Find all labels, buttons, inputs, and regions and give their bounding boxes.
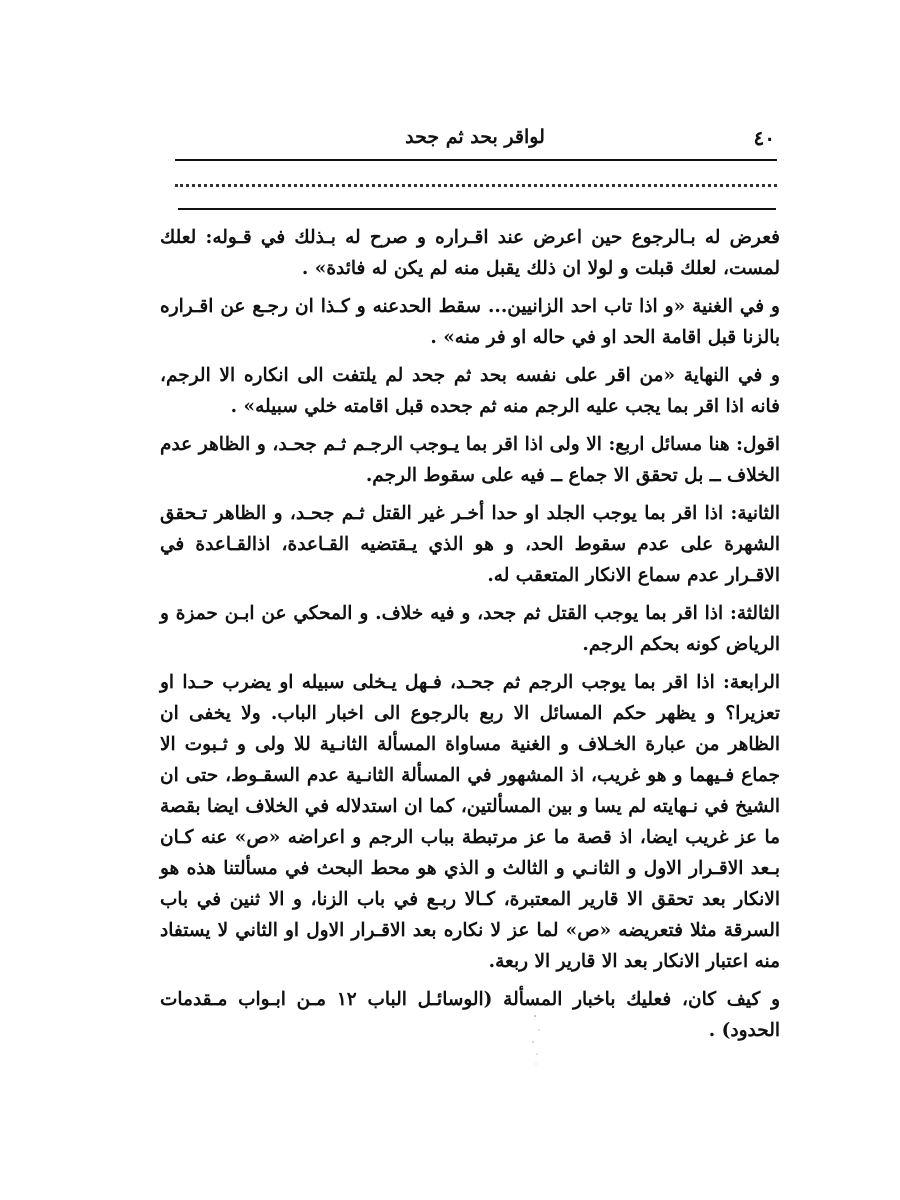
paragraph: فعرض له بـالرجوع حين اعرض عند اقـراره و صرح له بـذلك في قـوله: لعلك لمست، لعلك قبلت و لولا ان ذلك يقبل منه لم يكن له فائدة» . bbox=[160, 227, 780, 279]
paragraph: الرابعة: اذا اقر بما يوجب الرجم ثم جحـد، فـهل يـخلى سبيله او يضرب حـدا او تعزيرا؟ و يظهر حكم المسائل الا ربع بالرجوع الى اخبار الباب. ولا يخفى ان الظاهر من عبارة الخـلاف و الغنية مساواة المسألة الثانـية للا ولى و ثـبوت الا جماع فـيهما و هو غريب، اذ المشهور في المسألة الثانـية عدم السقـوط، حتى ان الشيخ في نـهايته لم يسا و بين المسألتين، كما ان استدلاله في الخلاف ايضا بقصة ما عز غريب ايضا، اذ قصة ما عز مرتبطة بباب الرجم و اعراضه «ص» عنه كـان بـعد الاقـرار الاول و الثانـي و الثالث و الذي هو محط البحث في مسألتنا هذه هو الانكار بعد تحقق الا قارير المعتبرة، كـالا ربـع في باب الزنا، و الا ثنين في باب السرقة مثلا فتعريضه «ص» لما عز لا نكاره بعد الاقـرار الاول او الثاني لا يستفاد منه اعتبار الانكار بعد الا قارير الا ربعة. bbox=[160, 672, 780, 972]
running-title: لواقر بحد ثم جحد bbox=[405, 126, 545, 148]
paragraph: و في النهاية «من اقر على نفسه بحد ثم جحد لم يلتفت الى انكاره الا الرجم، فانه اذا اقر بما يجب عليه الرجم منه ثم جحده قبل اقامته خلي سبيله» . bbox=[160, 365, 780, 417]
paragraph: و في الغنية «و اذا تاب احد الزانيين... سقط الحدعنه و كـذا ان رجـع عن اقـراره بالزنا قبل اقامة الحد او في حاله او فر منه» . bbox=[160, 296, 780, 348]
header-rule-bottom bbox=[178, 208, 776, 210]
paragraph: و كيف كان، فعليك باخبار المسألة (الوسائـل الباب ١٢ مـن ابـواب مـقدمات الحدود) . bbox=[160, 989, 780, 1041]
header-rule-top bbox=[175, 159, 777, 161]
page-header bbox=[175, 120, 775, 160]
page-number: ٤٠ bbox=[753, 126, 775, 150]
paragraph: اقول: هنا مسائل اربع: الا ولى اذا اقر بما يـوجب الرجـم ثـم جحـد، و الظاهر عدم الخلاف ــ بل تحقق الا جماع ــ فيه على سقوط الرجم. bbox=[160, 434, 780, 486]
paragraph: الثانية: اذا اقر بما يوجب الجلد او حدا أخـر غير القتل ثـم جحـد، و الظاهر تـحقق الشهرة على عدم سقوط الحد، و هو الذي يـقتضيه القـاعدة، اذالقـاعدة في الاقـرار عدم سماع الانكار المتعقب له. bbox=[160, 503, 780, 586]
header-dotted-rule bbox=[175, 184, 777, 187]
scan-speckles bbox=[525, 1010, 545, 1070]
body-text bbox=[160, 222, 780, 1053]
paragraph: الثالثة: اذا اقر بما يوجب القتل ثم جحد، و فيه خلاف. و المحكي عن ابـن حمزة و الرياض كونه بحكم الرجم. bbox=[160, 603, 780, 655]
